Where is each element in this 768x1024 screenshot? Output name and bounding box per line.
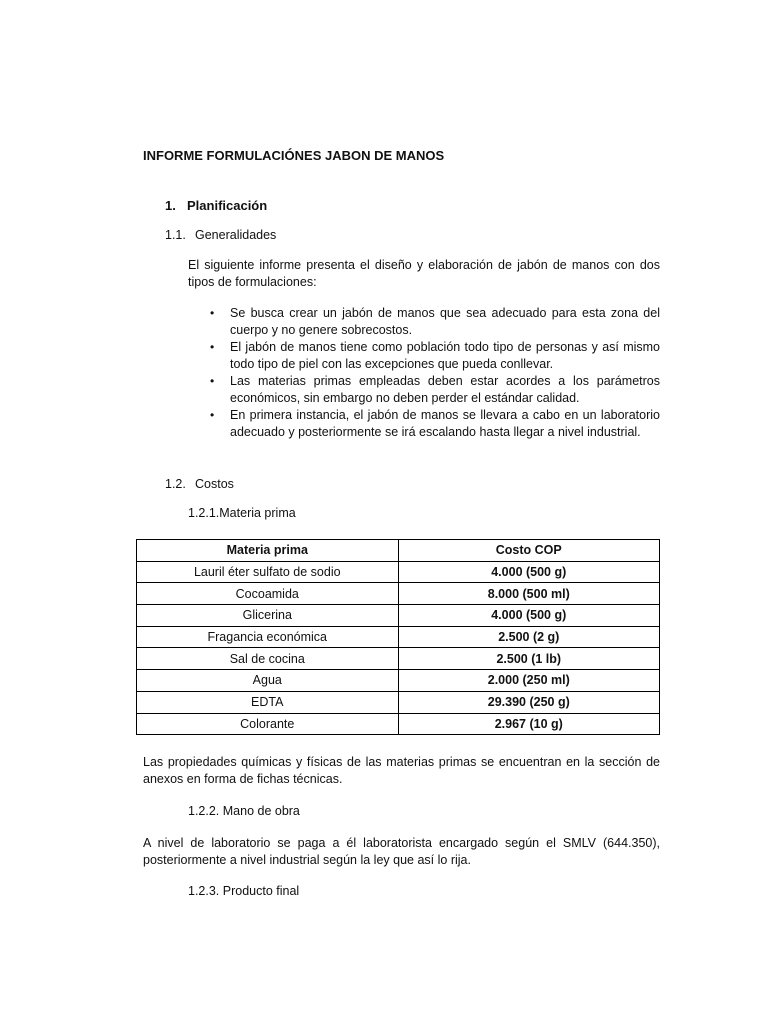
section-1-number: 1. [165,198,176,213]
bullet-text: En primera instancia, el jabón de manos se llevara a cabo en un laboratorio adecuado y posteriormente se irá escalando hasta llegar a nivel industrial. [230,408,660,439]
bullet-text: El jabón de manos tiene como población todo tipo de personas y así mismo todo tipo de piel con las excepciones que pueda conllevar. [230,340,660,371]
section-1-title: Planificación [187,198,268,213]
table-row [137,648,660,670]
section-1-2-title: Costos [195,477,234,491]
section-1-heading [165,198,267,213]
material-cell: Lauril éter sulfato de sodio [137,561,399,583]
bullet-icon: • [210,340,215,354]
cost-cell: 2.967 (10 g) [398,713,659,735]
section-1-2-heading [165,477,234,491]
material-cell: Glicerina [137,605,399,627]
table-row [137,691,660,713]
table-row [137,561,660,583]
material-cell: EDTA [137,691,399,713]
bullet-item [210,407,660,441]
section-1-1-title: Generalidades [195,228,277,242]
table-row [137,670,660,692]
material-cell: Cocoamida [137,583,399,605]
bullet-item [210,373,660,407]
intro-paragraph: El siguiente informe presenta el diseño y elaboración de jabón de manos con dos tipos de formulaciones: [188,258,660,289]
cost-cell: 2.500 (2 g) [398,626,659,648]
table-row [137,583,660,605]
section-1-2-1-heading: 1.2.1.Materia prima [188,506,296,520]
section-1-1-heading [165,228,276,242]
bullet-icon: • [210,408,215,422]
table-header-materia: Materia prima [137,540,399,562]
bullet-list [210,305,660,441]
section-1-2-2-heading: 1.2.2. Mano de obra [188,804,300,818]
material-cell: Agua [137,670,399,692]
section-1-2-3-heading: 1.2.3. Producto final [188,884,300,898]
cost-cell: 4.000 (500 g) [398,561,659,583]
cost-cell: 2.500 (1 lb) [398,648,659,670]
bullet-icon: • [210,306,215,320]
materia-prima-table [136,539,660,735]
mano-de-obra-paragraph: A nivel de laboratorio se paga a él laboratorista encargado según el SMLV (644.350), posteriormente a nivel industrial según la ley que así lo rija. [143,836,660,867]
cost-cell: 8.000 (500 ml) [398,583,659,605]
cost-cell: 2.000 (250 ml) [398,670,659,692]
table-header-row [137,540,660,562]
material-cell: Sal de cocina [137,648,399,670]
table-header-costo: Costo COP [398,540,659,562]
material-cell: Colorante [137,713,399,735]
cost-cell: 4.000 (500 g) [398,605,659,627]
section-1-1-number: 1.1. [165,228,186,242]
table-note-paragraph: Las propiedades químicas y físicas de las materias primas se encuentran en la sección de anexos en forma de fichas técnicas. [143,755,660,786]
bullet-item [210,339,660,373]
bullet-icon: • [210,374,215,388]
table-row [137,713,660,735]
cost-cell: 29.390 (250 g) [398,691,659,713]
document-title: INFORME FORMULACIÓNES JABON DE MANOS [143,148,445,163]
bullet-text: Se busca crear un jabón de manos que sea adecuado para esta zona del cuerpo y no genere sobrecostos. [230,306,660,337]
table-row [137,605,660,627]
section-1-2-number: 1.2. [165,477,186,491]
table-row [137,626,660,648]
bullet-text: Las materias primas empleadas deben estar acordes a los parámetros económicos, sin embargo no deben perder el estándar calidad. [230,374,660,405]
bullet-item [210,305,660,339]
material-cell: Fragancia económica [137,626,399,648]
